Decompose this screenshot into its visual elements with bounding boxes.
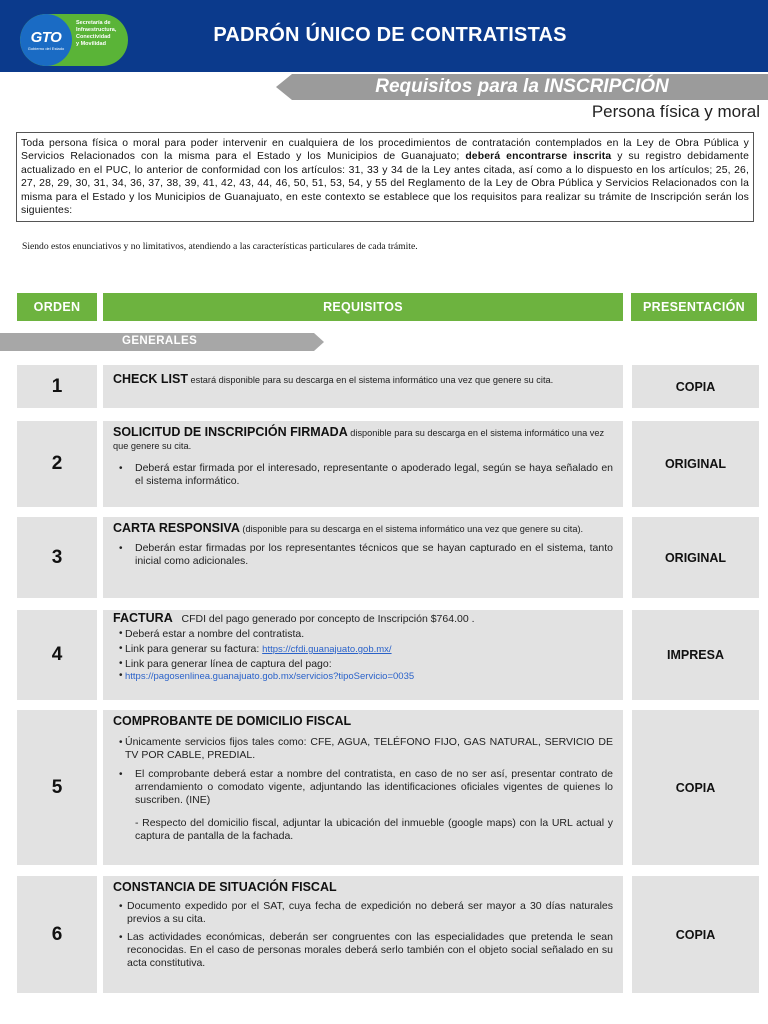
row-4-number: 4 [17, 610, 97, 700]
row-4-presentation: IMPRESA [632, 610, 759, 700]
logo-line: Secretaría de [76, 20, 111, 26]
row-6-title: CONSTANCIA DE SITUACIÓN FISCAL [113, 880, 337, 894]
row-4-bullet-2 [113, 643, 613, 657]
intro-bold: deberá encontrarse inscrita [465, 151, 612, 163]
row-5-requirement [103, 710, 623, 865]
row-2-title: SOLICITUD DE INSCRIPCIÓN FIRMADA [113, 425, 348, 439]
row-2-number: 2 [17, 421, 97, 507]
row-5-title: COMPROBANTE DE DOMICILIO FISCAL [113, 714, 352, 728]
row-4-bullet-3: • Link para generar línea de captura del pago: [113, 658, 613, 671]
row-1-title: CHECK LIST [113, 372, 188, 386]
row-3-presentation: ORIGINAL [632, 517, 759, 598]
row-5-presentation: COPIA [632, 710, 759, 865]
intro-text-1: Toda persona física o moral para poder intervenir en cualquiera de los procedimientos de contratación contemplados en la Ley de Obra Pública y Servicios Relacionados con la misma para el Estado y los Municipios de Guanajuato; [21, 138, 749, 163]
row-5-bullet-2: • El comprobante deberá estar a nombre del contratista, en caso de no ser así, presentar contrato de arrendamiento o comodato vigente, adjuntando las identificaciones oficiales vigentes de quienes lo suscriben. (INE) [113, 768, 613, 807]
logo-gto-text: GTO [30, 28, 62, 46]
row-4-bullet-4 [113, 670, 613, 684]
logo-sub-text: Gobierno del Estado [27, 45, 65, 51]
row-5-bullet-1: • Únicamente servicios fijos tales como: CFE, AGUA, TELÉFONO FIJO, GAS NATURAL, SERVICIO DE TV POR CABLE, PREDIAL. [113, 736, 613, 762]
row-3-title: CARTA RESPONSIVA [113, 521, 240, 535]
row-5-number: 5 [17, 710, 97, 865]
row-3-requirement [103, 517, 623, 598]
row-4-requirement [103, 610, 623, 700]
row-1-desc: estará disponible para su descarga en el sistema informático una vez que genere su cita. [188, 375, 554, 385]
row-3-desc: (disponible para su descarga en el sistema informático una vez que genere su cita). [239, 524, 584, 534]
intro-paragraph [16, 132, 754, 222]
row-6-bullet-2: • Las actividades económicas, deberán ser congruentes con las especialidades que pretenda le sean reconocidas. En el caso de personas morales deberá serlo también con el objeto social señalado en su acta constitutiva. [113, 931, 613, 970]
column-header-orden: ORDEN [17, 293, 97, 321]
pagos-link[interactable]: https://pagosenlinea.guanajuato.gob.mx/servicios?tipoServicio=0035 [125, 671, 415, 682]
row-3-bullet-1: • Deberán estar firmadas por los representantes técnicos que se hayan capturado en el sistema, tanto inicial como adicionales. [113, 542, 613, 568]
row-2-desc: disponible para su descarga en el sistema informático una vez que genere su cita. [113, 428, 605, 451]
row-4-desc: CFDI del pago generado por concepto de Inscripción $764.00 . [181, 613, 475, 625]
row-1-number: 1 [17, 365, 97, 408]
gto-logo [20, 14, 128, 66]
row-4-bullet-1: • Deberá estar a nombre del contratista. [113, 628, 613, 641]
logo-line: Infraestructura, [76, 27, 117, 33]
logo-secretaria-text [76, 20, 128, 48]
row-6-number: 6 [17, 876, 97, 993]
page-title: PADRÓN ÚNICO DE CONTRATISTAS [213, 24, 567, 46]
row-4-link-label: Link para generar su factura: [125, 643, 263, 655]
row-2-requirement [103, 421, 623, 507]
gto-logo-circle [20, 14, 72, 66]
row-1-presentation: COPIA [632, 365, 759, 408]
intro-text-2: y su registro debidamente actualizado en el PUC, lo anterior de conformidad con los artículos: 31, 33 y 34 de la Ley antes citada, así como a lo dispuesto en los artículos; 25, 26, 27, 28, 29, 30, 31, 34, 36, 37, 38, 39, 41, 42, 43, 44, 46, 50, 51, 53, 54, y 55 del Reglamento de la Ley de Obra Pública y Servicios Relacionados con la misma para el Estado y los Municipios de Guanajuato, en este contexto se establece que los requisitos para realizar su trámite de Inscripción serán los siguientes: [21, 151, 749, 217]
section-label: GENERALES [122, 335, 198, 347]
intro-note: Siendo estos enunciativos y no limitativos, atendiendo a las características particulares de cada trámite. [22, 241, 418, 252]
banner-title: Requisitos para la INSCRIPCIÓN [375, 76, 669, 97]
row-1-requirement [103, 365, 623, 408]
page-header [0, 0, 768, 72]
row-4-title: FACTURA [113, 611, 173, 625]
row-2-bullet-1: • Deberá estar firmada por el interesado, representante o apoderado legal, según se haya señalado en el sistema informático. [113, 462, 613, 488]
column-header-presentacion: PRESENTACIÓN [631, 293, 757, 321]
row-6-presentation: COPIA [632, 876, 759, 993]
row-6-bullet-1: • Documento expedido por el SAT, cuya fecha de expedición no deberá ser mayor a 30 días naturales previos a su cita. [113, 900, 613, 926]
row-2-presentation: ORIGINAL [632, 421, 759, 507]
row-5-note: - Respecto del domicilio fiscal, adjuntar la ubicación del inmueble (google maps) con la URL actual y captura de pantalla de la fachada. [135, 817, 613, 842]
logo-line: y Movilidad [76, 41, 106, 47]
persona-subtitle: Persona física y moral [591, 102, 760, 121]
column-header-requisitos: REQUISITOS [103, 293, 623, 321]
row-3-number: 3 [17, 517, 97, 598]
row-6-requirement [103, 876, 623, 993]
cfdi-link[interactable]: https://cfdi.guanajuato.gob.mx/ [262, 644, 392, 655]
logo-line: Conectividad [76, 34, 111, 40]
